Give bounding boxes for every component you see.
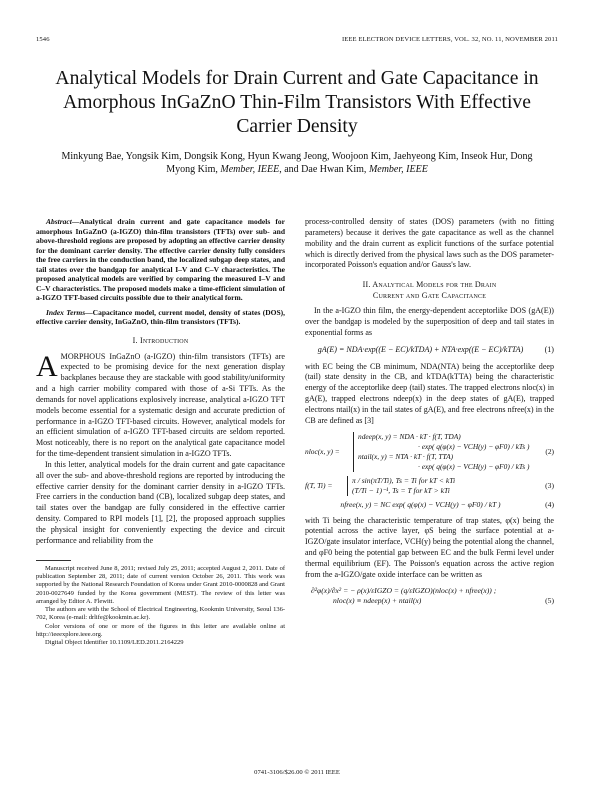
equation-2-line-b: · exp( q(φ(x) − VCH(y) − φF0) / kTs ) bbox=[418, 441, 530, 451]
equation-2-cases bbox=[353, 432, 536, 472]
copyright-footer: 0741-3106/$26.00 © 2011 IEEE bbox=[254, 769, 340, 776]
intro-paragraph-1 bbox=[36, 349, 285, 460]
footnote-divider bbox=[36, 560, 71, 561]
author-list: Minkyung Bae, Yongsik Kim, Dongsik Kong, Hyun Kwang Jeong, Woojoon Kim, Jaehyeong Kim, Inseok Hur, Dong Myong Kim, Member, IEEE, and Dae Hwan Kim, Member, IEEE bbox=[61, 151, 533, 175]
abstract bbox=[36, 217, 285, 303]
index-terms-text: —Capacitance model, current model, density of states (DOS), effective carrier density, InGaZnO, thin-film transistors (TFTs). bbox=[36, 307, 285, 327]
equation-1-body: gA(E) = NDA·exp((E − EC)/kTDA) + NTA·exp((E − EC)/kTTA) bbox=[317, 344, 524, 354]
equation-4 bbox=[305, 500, 554, 511]
section-1-heading: I. Introduction bbox=[132, 336, 189, 346]
equation-4-body: nfree(x, y) = NC exp( q(φ(x) − VCH(y) − φF0) / kT ) bbox=[340, 499, 501, 509]
footnote-manuscript: Manuscript received June 8, 2011; revised July 25, 2011; accepted August 2, 2011. Date of publication September 28, 2011; date of current version October 26, 2011. This work was supported by the National Research Foundation of Korea under Grant 2010-0000828 and Grant 2010-0027649 funded by the Korea government (MEST). The review of this letter was arranged by Editor A. Flewitt. bbox=[36, 564, 285, 605]
footnote-affiliation: The authors are with the School of Electrical Engineering, Kookmin University, Seoul 136-702, Korea (e-mail: drlife@kookmin.ac.kr). bbox=[36, 606, 285, 622]
equation-2-number: (2) bbox=[545, 446, 554, 456]
right-column bbox=[305, 217, 554, 606]
left-column bbox=[36, 217, 285, 648]
index-terms-lead: Index Terms bbox=[46, 307, 86, 317]
equation-5 bbox=[305, 586, 554, 606]
equation-3-cases bbox=[347, 476, 536, 496]
equation-2-line-c: ntail(x, y) = NTA · kT · f(T, TTA) bbox=[358, 451, 454, 461]
section-2-heading-line-2: Current and Gate Capacitance bbox=[372, 290, 487, 300]
equation-3-line-b: (T/Ti − 1)⁻¹, Ts = T for kT > kTi bbox=[352, 485, 450, 495]
equation-1-number: (1) bbox=[544, 344, 554, 354]
intro-text-1: MORPHOUS InGaZnO (a-IGZO) thin-film transistors (TFTs) are expected to be promising device for the next generation display backplanes because they are stackable with good stability/uniformity and a high carrier mobility compared with those of a-Si TFTs. As the demands for novel applications explosively increase, analytical a-IGZO TFT models become essential for a systematic design and accurate prediction of performance in a-IGZO TFT-based circuits. However, analytical models for an efficient simulation of a-IGZO TFT-based circuits are seldom reported. Most noticeably, there is no report on the analytical gate capacitance model for the time-dependent transient simulation in a-IGZO TFTs. bbox=[36, 351, 285, 459]
section-2-heading-line-1: II. Analytical Models for the Drain bbox=[362, 280, 497, 290]
index-terms bbox=[36, 308, 285, 327]
intro-paragraph-2: In this letter, analytical models for the drain current and gate capacitance all over the sub- and above-threshold regions are reported by introducing the effective carrier density for the dominant carrier density in a-IGZO TFTs. Free carriers in the conduction band (CB), localized subgap deep states, and tail states over the bandgap are fully considered in the effective carrier density. Compared to RPI models [1], [2], the proposed approach supplies the physical insight for conveniently expecting the device and circuit performance and reliability from the bbox=[36, 459, 285, 545]
abstract-lead: Abstract bbox=[46, 217, 72, 226]
right-paragraph-1: In the a-IGZO thin film, the energy-dependent acceptorlike DOS (gA(E)) over the bandgap is modeled by the superposition of deep and tail states in exponential forms as bbox=[305, 306, 554, 337]
footnote-doi: Digital Object Identifier 10.1109/LED.2011.2164229 bbox=[45, 639, 184, 647]
right-paragraph-3: with Ti being the characteristic temperature of trap states, φ(x) being the potential across the active layer, φS being the surface potential at a-IGZO/gate insulator interface, VCH(y) being the potential along the channel, and φF0 being the potential gap between EC and the bulk Fermi level under thermal equilibrium (EF). The Poisson's equation across the active region from the a-IGZO/gate oxide interface can be written as bbox=[305, 515, 554, 579]
equation-3-lhs: f(T, Ti) = bbox=[305, 480, 333, 490]
equation-5-body bbox=[305, 586, 536, 606]
equation-2-line-d: · exp( q(φ(x) − VCH(y) − φF0) / kTs ) bbox=[418, 461, 530, 471]
page-number: 1546 bbox=[36, 36, 50, 43]
right-paragraph-0: process-controlled density of states (DOS) parameters (with no fitting parameters) because it derives the gate capacitance as well as the channel mobility and the drain current as explicit functions of the surface potential which is directly derived from the physical laws such as the DOS parameter-incorporated Poisson's equation and/or Gauss's law. bbox=[305, 217, 554, 270]
section-2-heading bbox=[305, 280, 554, 301]
equation-5-line-b: nloc(x) ≡ ndeep(x) + ntail(x) bbox=[333, 595, 422, 605]
equation-3-line-a: π / sin(πT/Ti), Ts = Ti for kT < kTi bbox=[352, 475, 456, 485]
equation-5-number: (5) bbox=[545, 595, 554, 605]
equation-5-line-a: ∂²φ(x)/∂x² = − ρ(x)/εIGZO = (q/εIGZO)(nloc(x) + nfree(x)) ; bbox=[311, 585, 497, 595]
equation-4-number: (4) bbox=[545, 499, 554, 509]
equation-3 bbox=[305, 476, 554, 496]
equation-2 bbox=[305, 432, 554, 472]
abstract-text: —Analytical drain current and gate capacitance models for amorphous InGaZnO (a-IGZO) thin-film transistors (TFTs) over sub- and above-threshold regions are proposed by adopting an effective carrier density for the dominant carrier density. The effective carrier density fully considers the free carriers in the conduction band, the localized subgap deep states, and tail states over the bandgap for analytical I–V and C–V characteristics. The proposed analytical models are verified by comparing the measured I–V and C–V characteristics. The proposed models make a time-efficient simulation of a-IGZO TFT-based circuits possible due to their analytical form. bbox=[36, 217, 285, 303]
equation-2-line-a: ndeep(x, y) = NDA · kT · f(T, TDA) bbox=[358, 431, 461, 441]
equation-1 bbox=[305, 345, 554, 356]
running-header: IEEE ELECTRON DEVICE LETTERS, VOL. 32, NO. 11, NOVEMBER 2011 bbox=[341, 36, 558, 43]
equation-3-number: (3) bbox=[545, 480, 554, 490]
right-paragraph-2: with EC being the CB minimum, NDA(NTA) being the acceptorlike deep (tail) state density in the CB, and kTDA(kTTA) being the characteristic energy of the acceptorlike deep (tail) states. The trapped electrons nloc(x) in gA(E), trapped electrons ndeep(x) in the deep states of gA(E), trapped electrons ntail(x) in the tail states of gA(E), and free electrons nfree(x) in the CB are defined as [3] bbox=[305, 361, 554, 425]
footnote-color: Color versions of one or more of the figures in this letter are available online at http://ieeexplore.ieee.org. bbox=[36, 622, 285, 639]
paper-title: Analytical Models for Drain Current and Gate Capacitance in Amorphous InGaZnO Thin-Film Transistors With Effective Carrier Density bbox=[55, 68, 539, 137]
drop-cap: A bbox=[36, 349, 58, 383]
equation-2-lhs: nloc(x, y) = bbox=[305, 446, 340, 456]
